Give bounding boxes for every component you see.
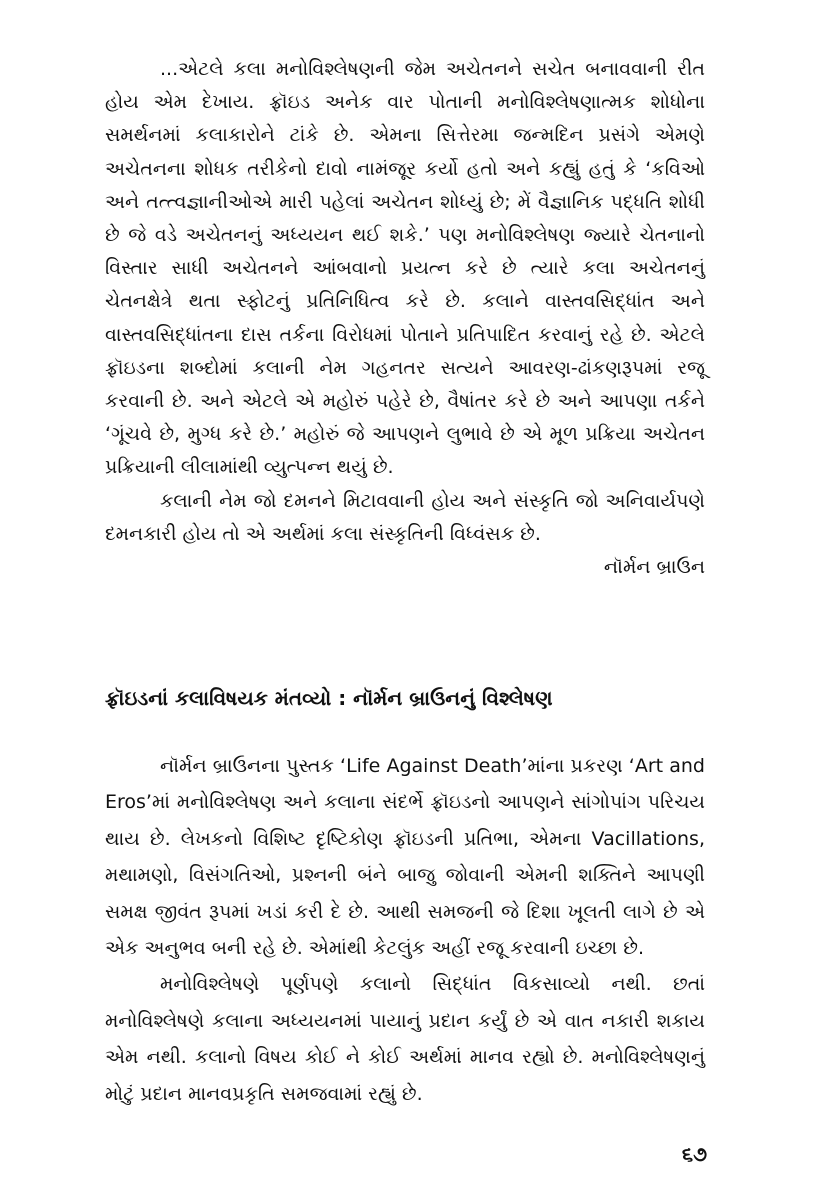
quote-paragraph: ...એટલે કલા મનોવિશ્લેષણની જેમ અચેતનને સચેત બનાવવાની રીત હોય એમ દેખાય. ફ્રૉઇડ અનેક વાર પોતાની મનોવિશ્લેષણાત્મક શોધોના સમર્થનમાં કલાકારોને ટાંકે છે. એમના સિત્તેરમા જન્મદિન પ્રસંગે એમણે અચેતનના શોધક તરીકેનો દાવો નામંજૂર કર્યો હતો અને કહ્યું હતું કે ‘કવિઓ અને તત્ત્વજ્ઞાનીઓએ મારી પહેલાં અચેતન શોધ્યું છે; મેં વૈજ્ઞાનિક પદ્ધતિ શોધી છે જે વડે અચેતનનું અધ્યયન થઈ શકે.’ પણ મનોવિશ્લેષણ જ્યારે ચેતનાનો વિસ્તાર સાધી અચેતનને આંબવાનો પ્રયત્ન કરે છે ત્યારે કલા અચેતનનું ચેતનક્ષેત્રે થતા સ્ફોટનું પ્રતિનિધિત્વ કરે છે. કલાને વાસ્તવસિદ્ધાંત અને વાસ્તવસિદ્ધાંતના દાસ તર્કના વિરોધમાં પોતાને પ્રતિપાદિત કરવાનું રહે છે. એટલે ફ્રૉઇડના શબ્દોમાં કલાની નેમ ગહનતર સત્યને આવરણ-ઢાંકણરૂપમાં રજૂ કરવાની છે. અને એટલે એ મહોરું પહેરે છે, વૈષાંતર કરે છે અને આપણા તર્કને ‘ગૂંચવે છે, મુગ્ધ કરે છે.’ મહોરું જે આપણને લુભાવે છે એ મૂળ પ્રક્રિયા અચેતન પ્રક્રિયાની લીલામાંથી વ્યુત્પન્ન થયું છે.	[105, 58, 705, 479]
epigraph-quote	[105, 53, 705, 584]
quote-attribution: નૉર્મન બ્રાઉન	[603, 556, 705, 579]
quote-paragraph: કલાની નેમ જો દમનને મિટાવવાની હોય અને સંસ્કૃતિ જો અનિવાર્યપણે દમનકારી હોય તો એ અર્થમાં કલા સંસ્કૃતિની વિધ્વંસક છે.	[105, 489, 705, 545]
body-text	[105, 748, 705, 1112]
page-number: ૬૭	[681, 1142, 707, 1166]
body-paragraph: મનોવિશ્લેષણે પૂર્ણપણે કલાનો સિદ્ધાંત વિકસાવ્યો નથી. છતાં મનોવિશ્લેષણે કલાના અધ્યયનમાં પાયાનું પ્રદાન કર્યું છે એ વાત નકારી શકાય એમ નથી. કલાનો વિષય કોઈ ને કોઈ અર્થમાં માનવ રહ્યો છે. મનોવિશ્લેષણનું મોટું પ્રદાન માનવપ્રકૃતિ સમજવામાં રહ્યું છે.	[105, 973, 705, 1105]
body-paragraph: નૉર્મન બ્રાઉનના પુસ્તક ‘Life Against Death’માંના પ્રકરણ ‘Art and Eros’માં મનોવિશ્લેષણ અને કલાના સંદર્ભે ફ્રૉઇડનો આપણને સાંગોપાંગ પરિચય થાય છે. લેખકનો વિશિષ્ટ દૃષ્ટિકોણ ફ્રૉઇડની પ્રતિભા, એમના Vacillations, મથામણો, વિસંગતિઓ, પ્રશ્નની બંને બાજુ જોવાની એમની શક્તિને આપણી સમક્ષ જીવંત રૂપમાં ખડાં કરી દે છે. આથી સમજની જે દિશા ખૂલતી લાગે છે એ એક અનુભવ બની રહે છે. એમાંથી કેટલુંક અહીં રજૂ કરવાની ઇચ્છા છે.	[105, 755, 705, 960]
section-heading: ફ્રૉઇડનાં કલાવિષયક મંતવ્યો : નૉર્મન બ્રાઉનનું વિશ્લેષણ	[105, 686, 553, 710]
